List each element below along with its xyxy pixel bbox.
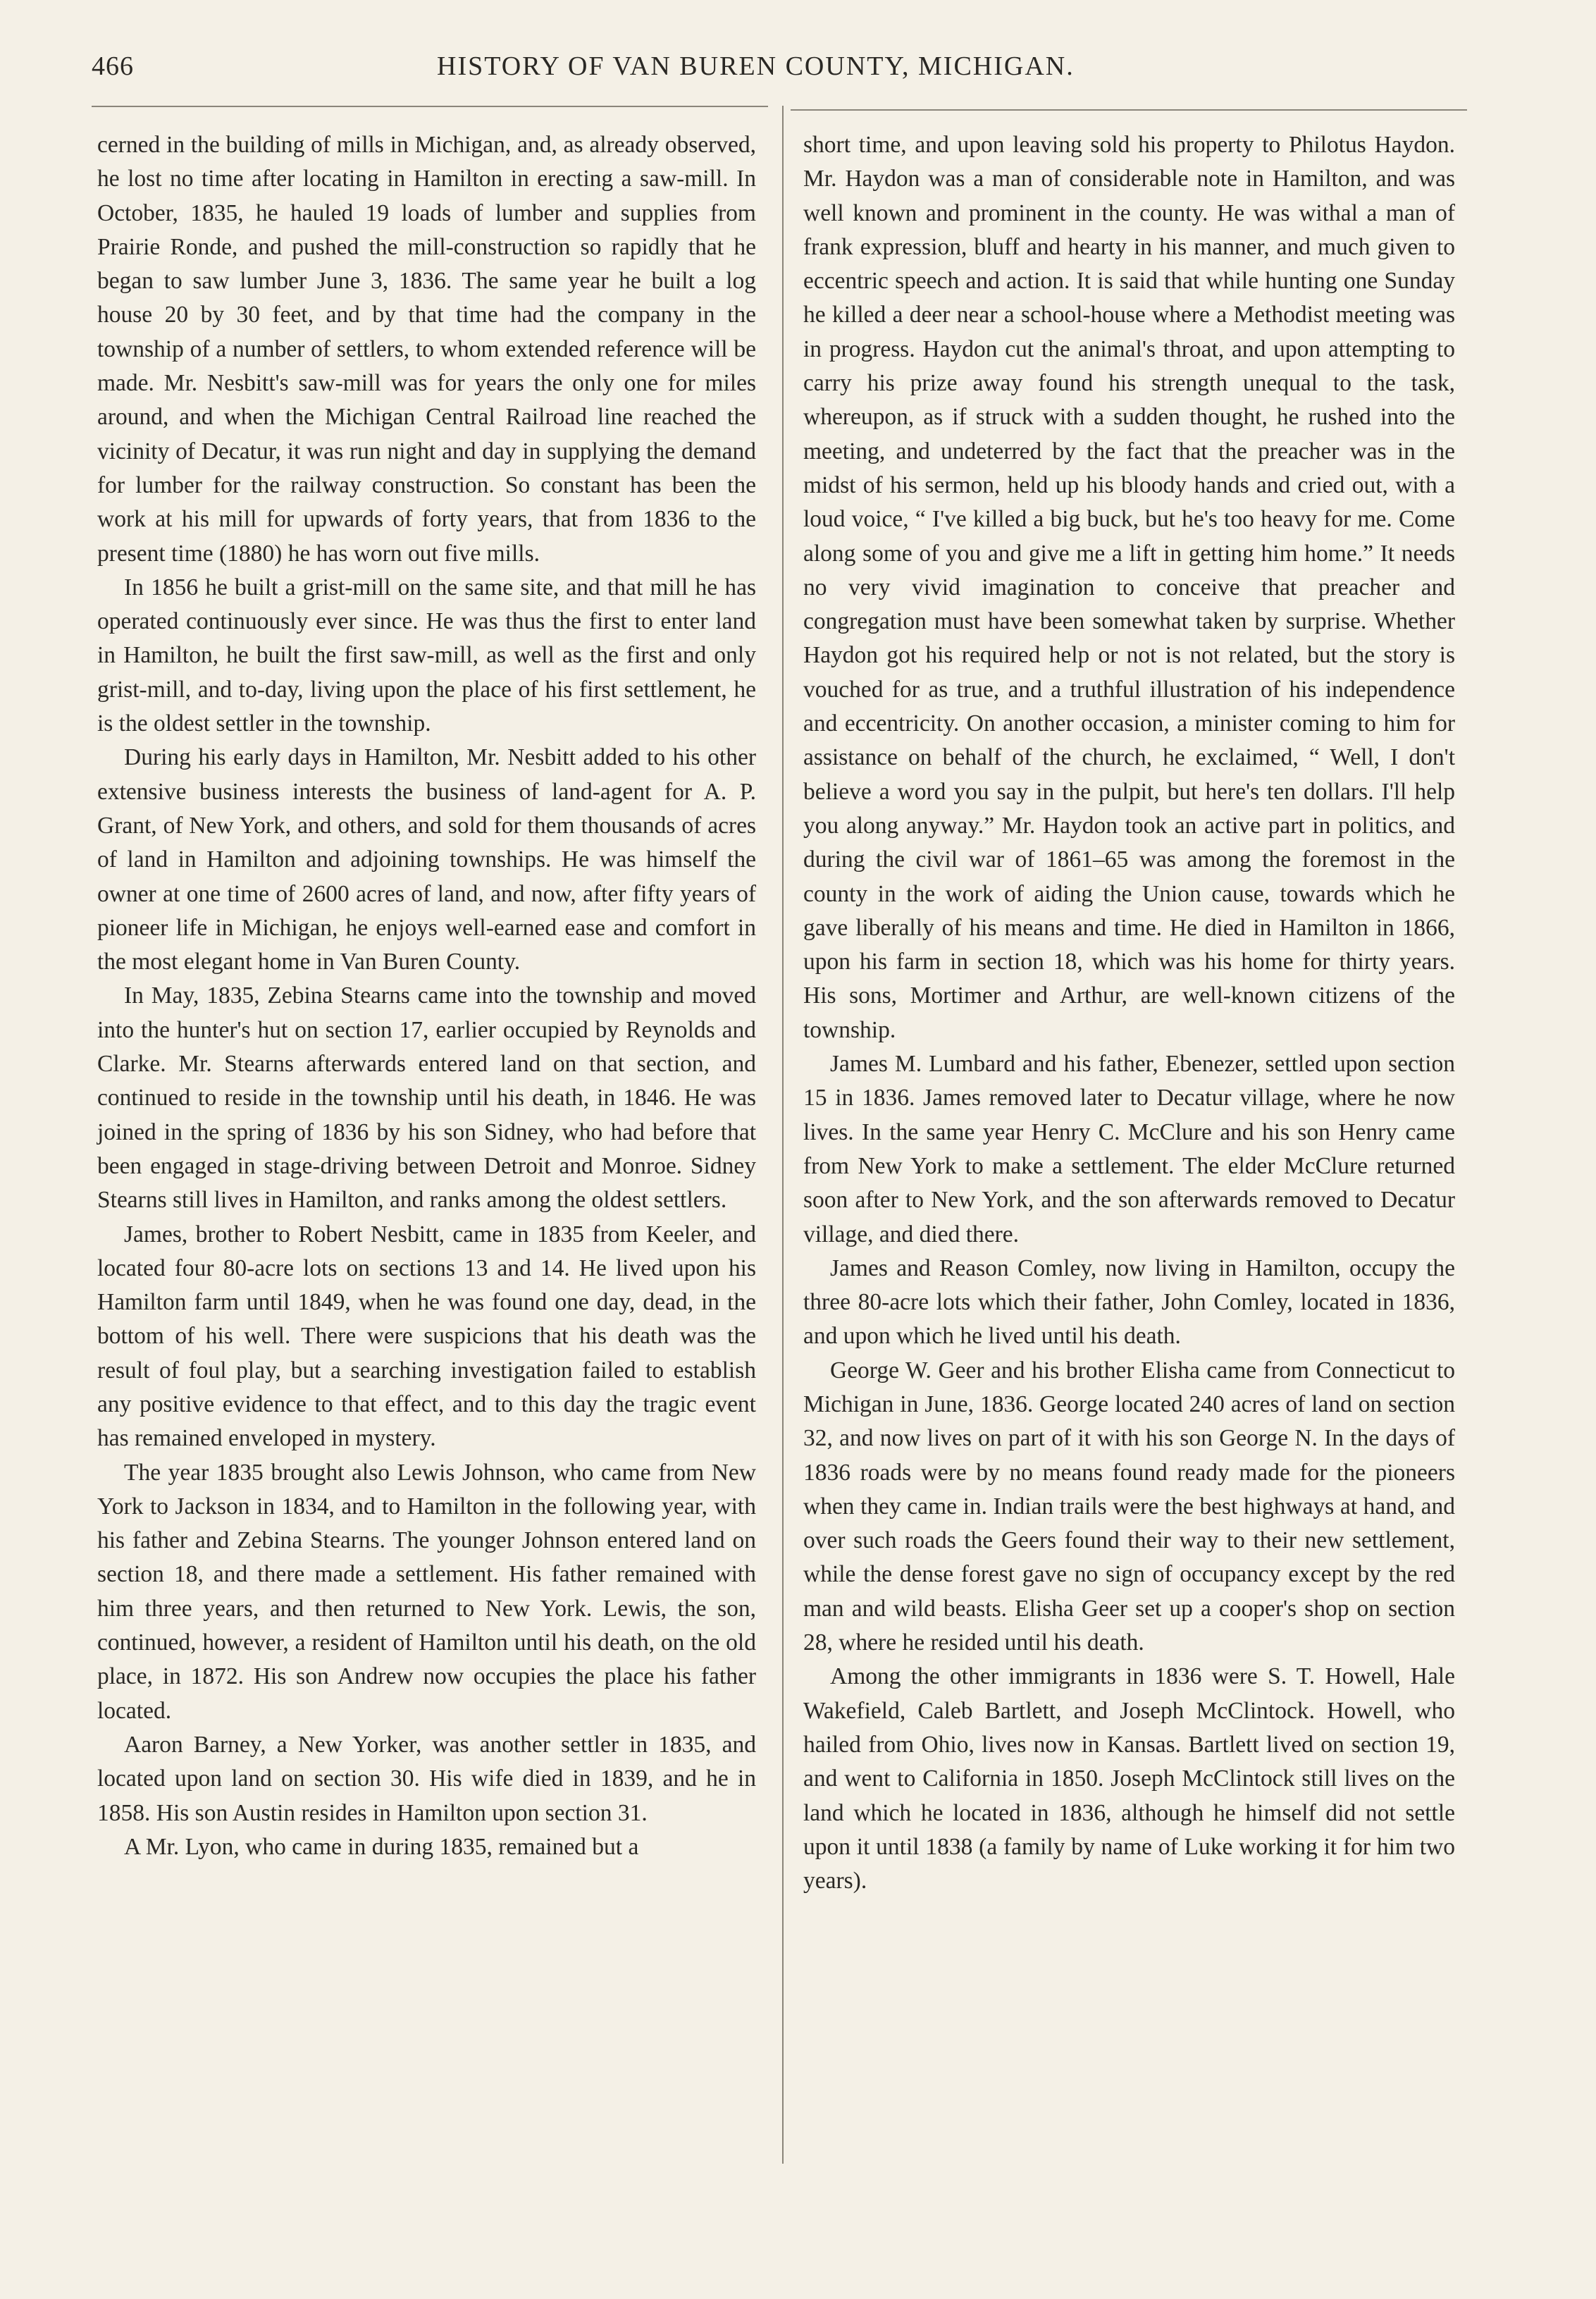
paragraph: The year 1835 brought also Lewis Johnson, who came from New York to Jackson in 1834, and to Hamilton in the following year, with his father and Zebina Stearns. The younger Johnson entered land on section 18, and there made a settlement. His father remained with him three years, and then returned to New York. Lewis, the son, continued, however, a resident of Hamilton until his death, on the old place, in 1872. His son Andrew now occupies the place his father located. xyxy=(97,1459,756,1724)
header-rule-right xyxy=(791,109,1467,111)
header-rule-left xyxy=(92,106,768,107)
page-header xyxy=(92,41,1497,90)
paragraph: James and Reason Comley, now living in Hamilton, occupy the three 80-acre lots which their father, John Comley, located in 1836, and upon which he lived until his death. xyxy=(803,1255,1455,1350)
paragraph: cerned in the building of mills in Michigan, and, as already observed, he lost no time after locating in Hamilton in erecting a saw-mill. In October, 1835, he hauled 19 loads of lumber and supplies from Prairie Ronde, and pushed the mill-construction so rapidly that he began to saw lumber June 3, 1836. The same year he built a log house 20 by 30 feet, and by that time had the company in the township of a number of settlers, to whom extended reference will be made. Mr. Nesbitt's saw-mill was for years the only one for miles around, and when the Michigan Central Railroad line reached the vicinity of Decatur, it was run night and day in supplying the demand for lumber for the railway construction. So constant has been the work at his mill for upwards of forty years, that from 1836 to the present time (1880) he has worn out five mills. xyxy=(97,132,756,567)
paragraph: short time, and upon leaving sold his property to Philotus Haydon. Mr. Haydon was a man of considerable note in Hamilton, and was well known and prominent in the county. He was withal a man of frank expression, bluff and hearty in his manner, and much given to eccentric speech and action. It is said that while hunting one Sunday he killed a deer near a school-house where a Methodist meeting was in progress. Haydon cut the animal's throat, and upon attempting to carry his prize away found his strength unequal to the task, whereupon, as if struck with a sudden thought, he rushed into the meeting, and undeterred by the fact that the preacher was in the midst of his sermon, held up his bloody hands and cried out, with a loud voice, “ I've killed a big buck, but he's too heavy for me. Come along some of you and give me a lift in getting him home.” It needs no very vivid imagination to conceive that preacher and congregation must have been somewhat taken by surprise. Whether Haydon got his required help or not is not related, but the story is vouched for as true, and a truthful illustration of his independence and eccentricity. On another occasion, a minister coming to him for assistance on behalf of the church, he exclaimed, “ Well, I don't believe a word you say in the pulpit, but here's ten dollars. I'll help you along anyway.” Mr. Haydon took an active part in politics, and during the civil war of 1861–65 was among the foremost in the county in the work of aiding the Union cause, towards which he gave liberally of his means and time. He died in Hamilton in 1866, upon his farm in section 18, which was his home for thirty years. His sons, Mortimer and Arthur, are well-known citizens of the township. xyxy=(803,132,1455,1043)
right-column xyxy=(803,128,1455,1898)
left-column xyxy=(97,128,756,1864)
paragraph: George W. Geer and his brother Elisha came from Connecticut to Michigan in June, 1836. George located 240 acres of land on section 32, and now lives on part of it with his son George N. In the days of 1836 roads were by no means found ready made for the pioneers when they came in. Indian trails were the best highways at hand, and over such roads the Geers found their way to their new settlement, while the dense forest gave no sign of occupancy except by the red man and wild beasts. Elisha Geer set up a cooper's shop on section 28, where he resided until his death. xyxy=(803,1357,1455,1656)
paragraph: James, brother to Robert Nesbitt, came in 1835 from Keeler, and located four 80-acre lots on sections 13 and 14. He lived upon his Hamilton farm until 1849, when he was found one day, dead, in the bottom of his well. There were suspicions that his death was the result of foul play, but a searching investigation failed to establish any positive evidence to that effect, and to this day the tragic event has remained enveloped in mystery. xyxy=(97,1221,756,1452)
paragraph: Among the other immigrants in 1836 were S. T. Howell, Hale Wakefield, Caleb Bartlett, and Joseph McClintock. Howell, who hailed from Ohio, lives now in Kansas. Bartlett lived on section 19, and went to California in 1850. Joseph McClintock still lives on the land which he located in 1836, although he himself did not settle upon it until 1838 (a family by name of Luke working it for him two years). xyxy=(803,1663,1455,1894)
column-divider xyxy=(782,106,784,2164)
paragraph: Aaron Barney, a New Yorker, was another settler in 1835, and located upon land on section 30. His wife died in 1839, and he in 1858. His son Austin resides in Hamilton upon section 31. xyxy=(97,1731,756,1826)
paragraph: In May, 1835, Zebina Stearns came into the township and moved into the hunter's hut on section 17, earlier occupied by Reynolds and Clarke. Mr. Stearns afterwards entered land on that section, and continued to reside in the township until his death, in 1846. He was joined in the spring of 1836 by his son Sidney, who had before that been engaged in stage-driving between Detroit and Monroe. Sidney Stearns still lives in Hamilton, and ranks among the oldest settlers. xyxy=(97,982,756,1214)
running-title: HISTORY OF VAN BUREN COUNTY, MICHIGAN. xyxy=(437,51,1075,81)
paragraph: A Mr. Lyon, who came in during 1835, remained but a xyxy=(124,1833,639,1860)
paragraph: In 1856 he built a grist-mill on the same site, and that mill he has operated continuously ever since. He was thus the first to enter land in Hamilton, he built the first saw-mill, as well as the first and only grist-mill, and to-day, living upon the place of his first settlement, he is the oldest settler in the township. xyxy=(97,574,756,737)
page-number: 466 xyxy=(92,51,134,81)
paragraph: James M. Lumbard and his father, Ebenezer, settled upon section 15 in 1836. James removed later to Decatur village, where he now lives. In the same year Henry C. McClure and his son Henry came from New York to make a settlement. The elder McClure returned soon after to New York, and the son afterwards removed to Decatur village, and died there. xyxy=(803,1051,1455,1247)
paragraph: During his early days in Hamilton, Mr. Nesbitt added to his other extensive business interests the business of land-agent for A. P. Grant, of New York, and others, and sold for them thousands of acres of land in Hamilton and adjoining townships. He was himself the owner at one time of 2600 acres of land, and now, after fifty years of pioneer life in Michigan, he enjoys well-earned ease and comfort in the most elegant home in Van Buren County. xyxy=(97,744,756,975)
